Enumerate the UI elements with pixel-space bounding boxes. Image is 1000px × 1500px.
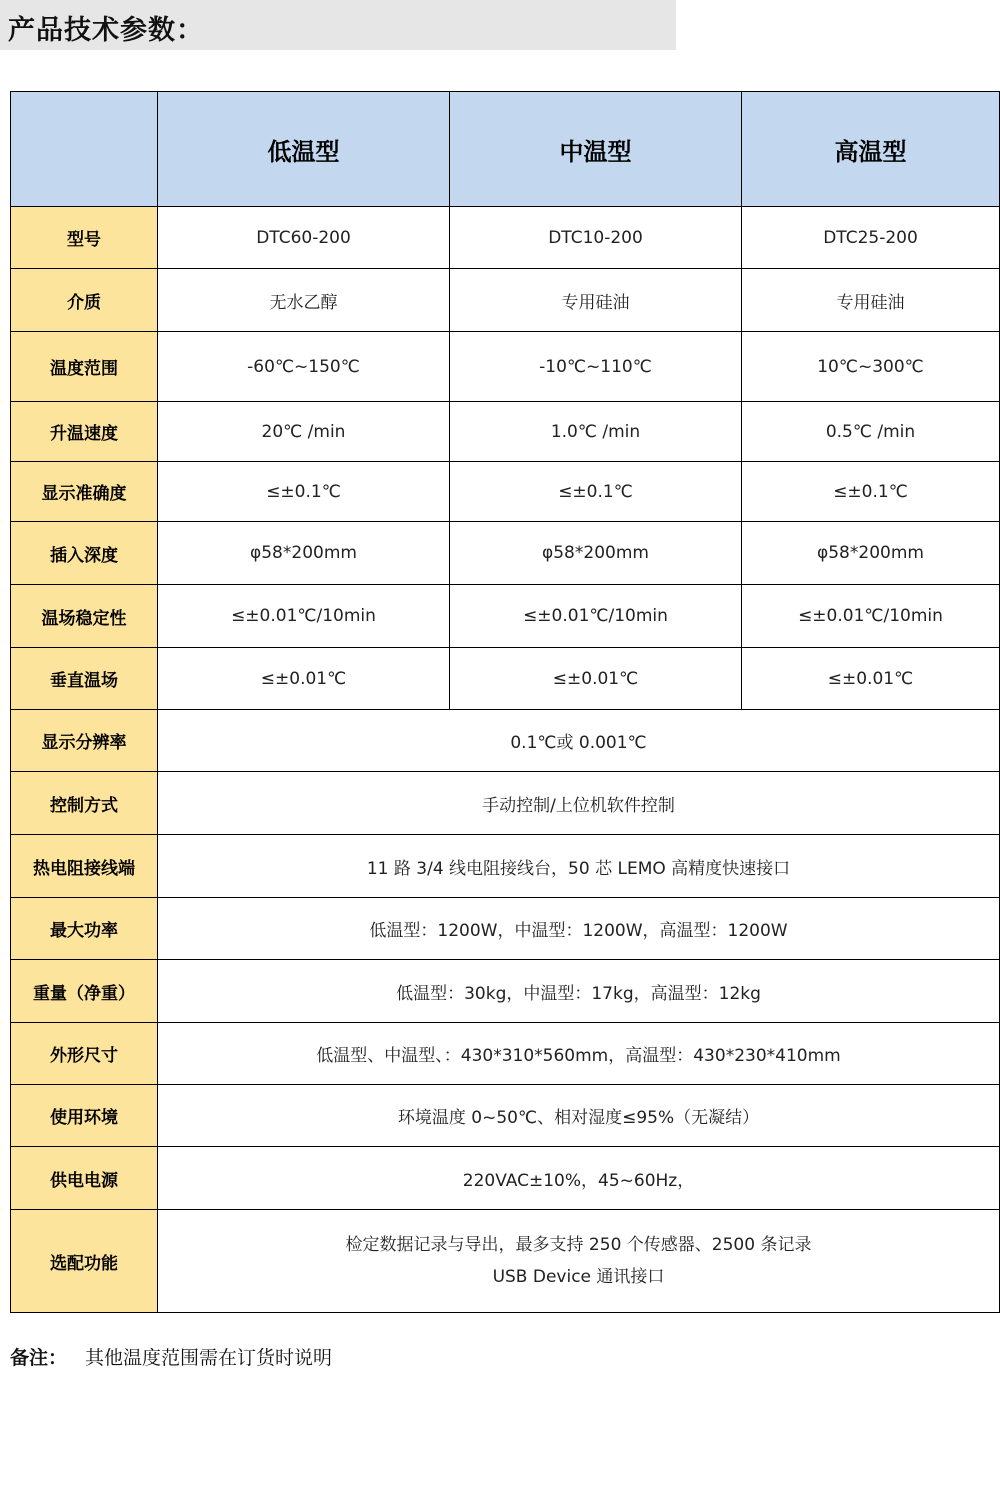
table-row <box>11 1023 1000 1085</box>
option-line: 检定数据记录与导出，最多支持 250 个传感器、2500 条记录 <box>345 1235 812 1255</box>
table-row <box>11 1147 1000 1210</box>
row-label: 垂直温场 <box>11 648 158 710</box>
table-cell-merged: 220VAC±10%，45~60Hz， <box>158 1147 1000 1210</box>
row-label: 控制方式 <box>11 772 158 835</box>
table-row <box>11 648 1000 710</box>
row-label: 选配功能 <box>11 1210 158 1313</box>
header-corner-cell <box>11 92 158 207</box>
row-label: 最大功率 <box>11 898 158 960</box>
table-cell: DTC25-200 <box>742 207 1000 269</box>
table-cell: ≤±0.1℃ <box>742 462 1000 522</box>
table-row <box>11 772 1000 835</box>
table-row <box>11 585 1000 648</box>
table-row <box>11 207 1000 269</box>
table-cell-merged: 低温型：1200W，中温型：1200W，高温型：1200W <box>158 898 1000 960</box>
table-row <box>11 402 1000 462</box>
column-header-high-temp: 高温型 <box>742 92 1000 207</box>
note-text: 其他温度范围需在订货时说明 <box>85 1347 333 1369</box>
table-row <box>11 1210 1000 1313</box>
table-cell: 20℃ /min <box>158 402 450 462</box>
table-row <box>11 1085 1000 1147</box>
table-cell: 1.0℃ /min <box>450 402 742 462</box>
table-cell: ≤±0.01℃ <box>450 648 742 710</box>
table-cell: 专用硅油 <box>742 269 1000 332</box>
table-row <box>11 269 1000 332</box>
table-cell: 10℃~300℃ <box>742 332 1000 402</box>
option-line: USB Device 通讯接口 <box>492 1267 665 1287</box>
row-label: 供电电源 <box>11 1147 158 1210</box>
row-label: 型号 <box>11 207 158 269</box>
table-cell-merged: 手动控制/上位机软件控制 <box>158 772 1000 835</box>
table-row <box>11 332 1000 402</box>
row-label: 介质 <box>11 269 158 332</box>
table-cell: 0.5℃ /min <box>742 402 1000 462</box>
table-cell: ≤±0.01℃/10min <box>450 585 742 648</box>
table-cell: -10℃~110℃ <box>450 332 742 402</box>
table-cell: ≤±0.01℃/10min <box>158 585 450 648</box>
table-cell: ≤±0.01℃ <box>158 648 450 710</box>
table-cell-merged: 低温型：30kg，中温型：17kg，高温型：12kg <box>158 960 1000 1023</box>
spec-table <box>10 91 1000 1313</box>
table-row <box>11 462 1000 522</box>
page-title: 产品技术参数： <box>8 15 204 46</box>
row-label: 插入深度 <box>11 522 158 585</box>
table-cell: φ58*200mm <box>158 522 450 585</box>
title-bar <box>0 0 676 50</box>
table-cell: DTC60-200 <box>158 207 450 269</box>
footnote <box>10 1343 332 1370</box>
table-row <box>11 835 1000 898</box>
table-row <box>11 898 1000 960</box>
row-label: 显示分辨率 <box>11 710 158 772</box>
note-label: 备注： <box>10 1347 68 1369</box>
table-row <box>11 960 1000 1023</box>
table-row <box>11 710 1000 772</box>
table-cell: 无水乙醇 <box>158 269 450 332</box>
row-label: 显示准确度 <box>11 462 158 522</box>
row-label: 外形尺寸 <box>11 1023 158 1085</box>
table-cell-merged: 环境温度 0~50℃、相对湿度≤95%（无凝结） <box>158 1085 1000 1147</box>
table-cell-merged <box>158 1210 1000 1313</box>
table-cell: 专用硅油 <box>450 269 742 332</box>
table-cell: ≤±0.01℃ <box>742 648 1000 710</box>
table-row <box>11 522 1000 585</box>
row-label: 温场稳定性 <box>11 585 158 648</box>
table-cell: φ58*200mm <box>450 522 742 585</box>
table-cell-merged: 0.1℃或 0.001℃ <box>158 710 1000 772</box>
table-cell: ≤±0.1℃ <box>450 462 742 522</box>
column-header-low-temp: 低温型 <box>158 92 450 207</box>
table-cell: φ58*200mm <box>742 522 1000 585</box>
row-label: 热电阻接线端 <box>11 835 158 898</box>
row-label: 重量（净重） <box>11 960 158 1023</box>
row-label: 温度范围 <box>11 332 158 402</box>
column-header-mid-temp: 中温型 <box>450 92 742 207</box>
table-cell-merged: 低温型、中温型、：430*310*560mm，高温型：430*230*410mm <box>158 1023 1000 1085</box>
table-cell: ≤±0.1℃ <box>158 462 450 522</box>
row-label: 使用环境 <box>11 1085 158 1147</box>
table-header-row <box>11 92 1000 207</box>
row-label: 升温速度 <box>11 402 158 462</box>
table-cell: ≤±0.01℃/10min <box>742 585 1000 648</box>
table-cell-merged: 11 路 3/4 线电阻接线台，50 芯 LEMO 高精度快速接口 <box>158 835 1000 898</box>
table-cell: -60℃~150℃ <box>158 332 450 402</box>
table-cell: DTC10-200 <box>450 207 742 269</box>
